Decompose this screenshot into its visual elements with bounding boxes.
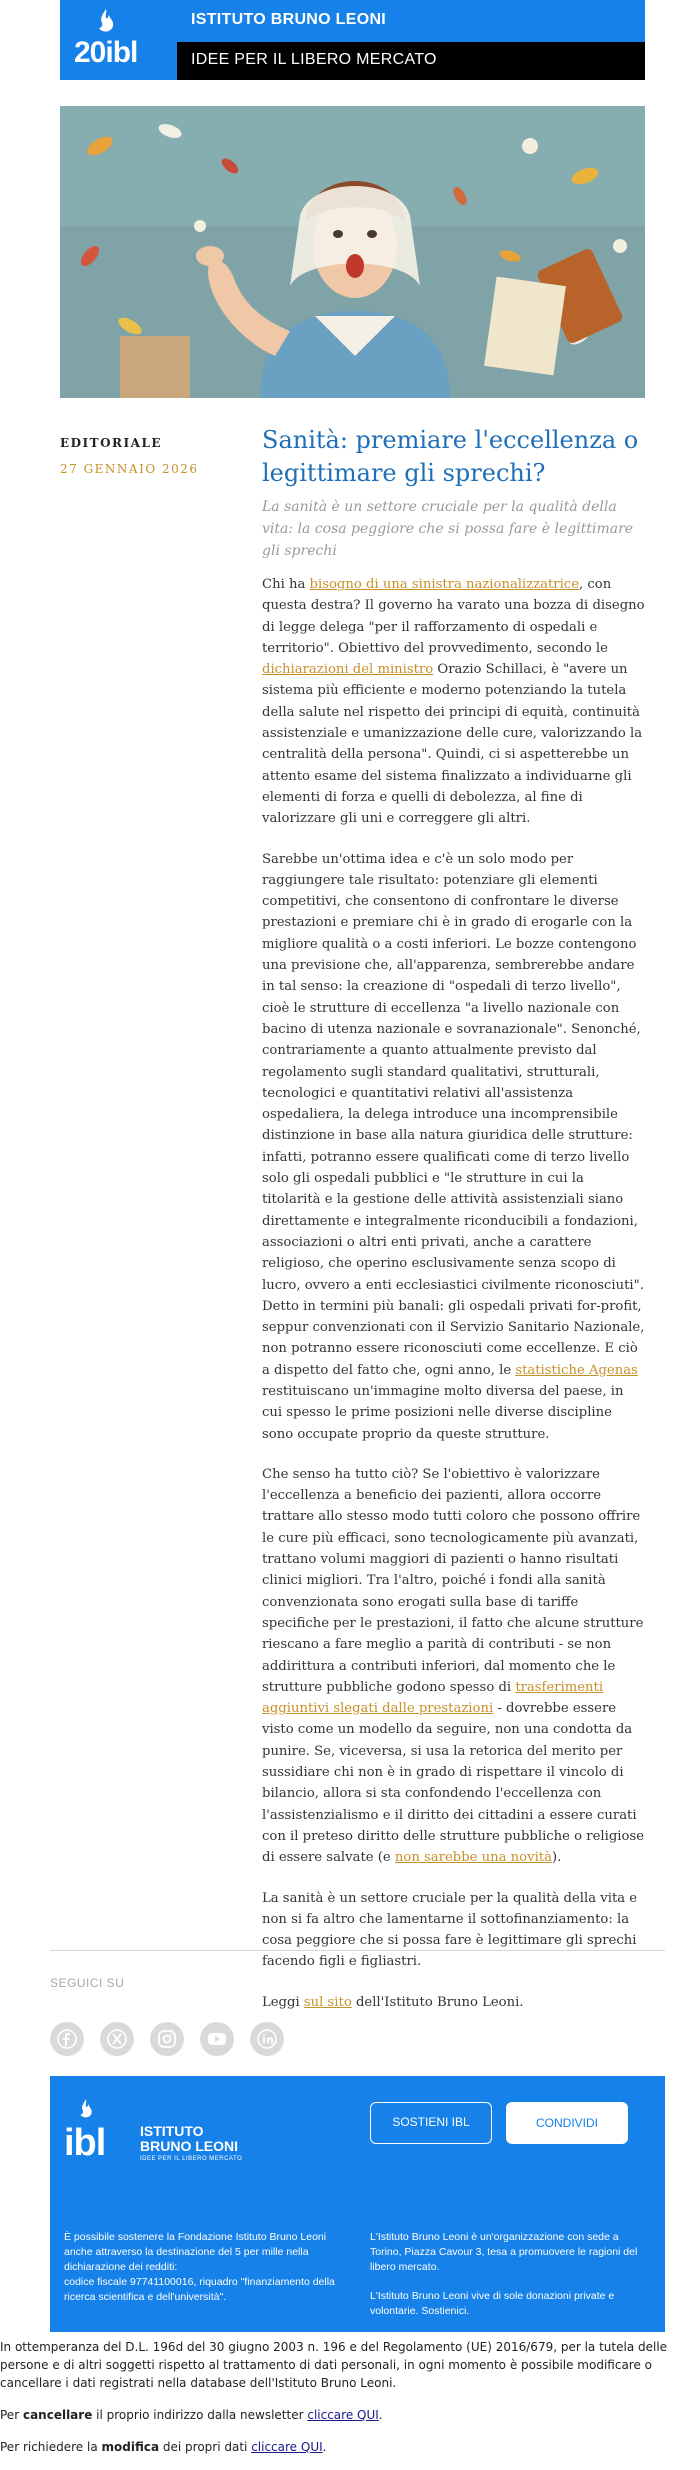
unsubscribe-link[interactable]: cliccare QUI — [307, 2408, 379, 2422]
tagline: IDEE PER IL LIBERO MERCATO — [191, 51, 437, 68]
text: restituiscano un'immagine molto diversa del paese, in cui spesso le prime posizioni nelle diverse discipline sono occupate proprio da queste strutture. — [262, 1383, 624, 1442]
text: dei propri dati — [159, 2440, 252, 2454]
footer-5x1000-text — [64, 2230, 354, 2305]
follow-label: SEGUICI SU — [50, 1976, 125, 1990]
paragraph — [262, 849, 645, 1445]
text: , con questa destra? Il governo ha varato una bozza di disegno di legge delega "per il rafforzamento di ospedali e territorio". Obiettivo del provvedimento, secondo le — [262, 577, 645, 656]
org-name: ISTITUTO BRUNO LEONI — [191, 11, 387, 28]
text: Che senso ha tutto ciò? Se l'obiettivo è valorizzare l'eccellenza a beneficio dei pazienti, allora occorre trattare allo stesso modo tutti coloro che possono offrire le cure più efficaci, sono tecnologicamente più avanzati, trattano volumi maggiori di pazienti o hanno risultati clinici migliori. Tra l'altro, poiché i fondi alla sanità convenzionata sono erogati sulla base di tariffe specifiche per le prestazioni, il fatto che alcune strutture riescano a fare meglio a parità di contributi - se non addirittura a contributi inferiori, dal momento che le strutture pubbliche godono spesso di — [262, 1466, 644, 1695]
text: Orazio Schillaci, è "avere un sistema più efficiente e moderno potenziando la tutela della salute nel rispetto dei principi di equità, continuità assistenziale e umanizzazione delle cure, valorizzando la centralità della persona". Quindi, ci si aspetterebbe un attento esame del sistema finalizzato a individuarne gli elementi di forza e quelli di debolezza, al fine di valorizzare gli uni e correggere gli altri. — [262, 662, 643, 827]
section-label: EDITORIALE — [60, 436, 163, 450]
text: Chi ha — [262, 577, 310, 592]
paragraph — [262, 1464, 645, 1869]
linkedin-icon[interactable] — [250, 2022, 284, 2056]
text: È possibile sostenere la Fondazione Istituto Bruno Leoni anche attraverso la destinazione del 5 per mille nella dichiarazione dei redditi: — [64, 2231, 327, 2273]
text: dell'Istituto Bruno Leoni. — [351, 1994, 524, 2010]
privacy-text: In ottemperanza del D.L. 196d del 30 giugno 2003 n. 196 e del Regolamento (UE) 2016/679, per la tutela delle persone e di altri soggetti rispetto al trattamento di dati personali, in ogni momento è possibile modificare o cancellare i dati registrati nella database dell'Istituto Bruno Leoni. — [0, 2340, 668, 2390]
ibl-footer-logo[interactable] — [64, 2098, 264, 2168]
support-ibl-button[interactable]: SOSTIENI IBL — [370, 2102, 492, 2144]
x-icon[interactable] — [100, 2022, 134, 2056]
paragraph — [262, 574, 645, 830]
text: Sarebbe un'ottima idea e c'è un solo modo per raggiungere tale risultato: potenziare gli elementi competitivi, che consentono di confrontare le diverse prestazioni e premiare chi è in grado di erogarle con la migliore qualità o a costi inferiori. Le bozze contengono una previsione che, all'apparenza, sembrerebbe andare in tal senso: la creazione di "ospedali di terzo livello", cioè le strutture di eccellenza "a livello nazionale con bacino di utenza nazionale e sovranazionale". Senonché, contrariamente a quanto attualmente previsto dal regolamento sugli standard qualitativi, strutturali, tecnologici e quantitativi relativi all'assistenza ospedaliera, la delega introduce una incomprensibile distinzione in base alla natura giuridica delle strutture: infatti, potranno essere qualificati come di terzo livello solo gli ospedali pubblici e "le strutture in cui la titolarità e la gestione delle attività assistenziali siano direttamente e integralmente riconducibili a fondazioni, associazioni o altri enti privati, anche a carattere religioso, che operino esclusivamente senza scopo di lucro, ovvero a enti ecclesiastici civilmente riconosciuti". Detto in termini più banali: gli ospedali privati for-profit, seppur convenzionati con il Servizio Sanitario Nazionale, non potranno essere riconosciuti come eccellenze. E ciò a dispetto del fatto che, ogni anno, le — [262, 851, 645, 1378]
text: ). — [551, 1850, 562, 1866]
text: codice fiscale 97741100016, riquadro "finanziamento della ricerca scientifica e dell'università". — [64, 2276, 335, 2303]
publish-date: 27 GENNAIO 2026 — [60, 462, 199, 476]
ibl-logo-text: ibl — [64, 2122, 106, 2164]
article-title: Sanità: premiare l'eccellenza o legittimare gli sprechi? — [262, 426, 639, 487]
link-statistiche-agenas[interactable]: statistiche Agenas — [515, 1362, 638, 1378]
text: Leggi — [262, 1994, 304, 2010]
text: - dovrebbe essere visto come un modello da seguire, non una condotta da punire. Se, viceversa, si usa la retorica del merito per sussidiare chi non è in grado di rispettare il vincolo di bilancio, allora si sta confondendo l'eccellenza con l'assistenzialismo e il diritto dei cittadini a essere curati con il preteso diritto delle strutture pubbliche o religiose di essere salvate (e — [262, 1701, 645, 1866]
text: L'Istituto Bruno Leoni vive di sole donazioni private e volontarie. Sostienici. — [370, 2290, 615, 2317]
modify-data-link[interactable]: cliccare QUI — [251, 2440, 323, 2454]
text: cancellare — [22, 2408, 93, 2422]
text: Per richiedere la — [0, 2440, 102, 2454]
footer-box — [50, 2076, 665, 2332]
youtube-icon[interactable] — [200, 2022, 234, 2056]
text: il proprio indirizzo dalla newsletter — [92, 2408, 308, 2422]
link-sinistra-nazionalizzatrice[interactable]: bisogno di una sinistra nazionalizzatrice — [309, 577, 580, 592]
unsubscribe-line — [0, 2406, 700, 2424]
org-name-bar — [177, 0, 645, 42]
link-sul-sito[interactable]: sul sito — [303, 1994, 352, 2010]
text: Per — [0, 2408, 23, 2422]
link-trasferimenti-aggiuntivi[interactable]: trasferimenti aggiuntivi slegati dalle prestazioni — [262, 1679, 604, 1717]
text: L'Istituto Bruno Leoni è un'organizzazione con sede a Torino, Piazza Cavour 3, tesa a promuovere le ragioni del libero mercato. — [370, 2231, 638, 2273]
legal-notice — [0, 2338, 700, 2470]
logo-text: 20ibl — [74, 36, 138, 69]
email-header — [60, 0, 645, 80]
article-subtitle: La sanità è un settore cruciale per la qualità della vita: la cosa peggiore che si possa fare è legittimare gli sprechi — [262, 499, 634, 559]
text: . — [322, 2440, 327, 2454]
text: . — [378, 2408, 383, 2422]
facebook-icon[interactable] — [50, 2022, 84, 2056]
hero-image — [60, 106, 645, 398]
footer-about-text — [370, 2230, 650, 2319]
share-button[interactable]: CONDIVIDI — [506, 2102, 628, 2144]
instagram-icon[interactable] — [150, 2022, 184, 2056]
org-line: ISTITUTO — [140, 2123, 204, 2139]
ibl-20-logo[interactable] — [60, 0, 177, 80]
link-dichiarazioni-ministro[interactable]: dichiarazioni del ministro — [262, 662, 434, 678]
flame-icon — [78, 2098, 94, 2120]
text: modifica — [101, 2440, 160, 2454]
paragraph — [262, 1992, 645, 2013]
link-non-sarebbe-novita[interactable]: non sarebbe una novità — [394, 1850, 552, 1866]
ibl-tagline: IDEE PER IL LIBERO MERCATO — [140, 2156, 243, 2162]
hero-illustration — [60, 106, 645, 398]
modify-data-line — [0, 2438, 700, 2456]
tagline-bar — [177, 42, 645, 80]
ibl-org-name — [140, 2124, 238, 2154]
divider — [50, 1950, 665, 1951]
org-line: BRUNO LEONI — [140, 2138, 238, 2154]
paragraph: La sanità è un settore cruciale per la qualità della vita e non si fa altro che lamentarne il sottofinanziamento: la cosa peggiore che si possa fare è legittimare gli sprechi facendo figli e figliastri. — [262, 1890, 638, 1970]
flame-icon — [96, 8, 116, 34]
article-body — [262, 574, 645, 2032]
